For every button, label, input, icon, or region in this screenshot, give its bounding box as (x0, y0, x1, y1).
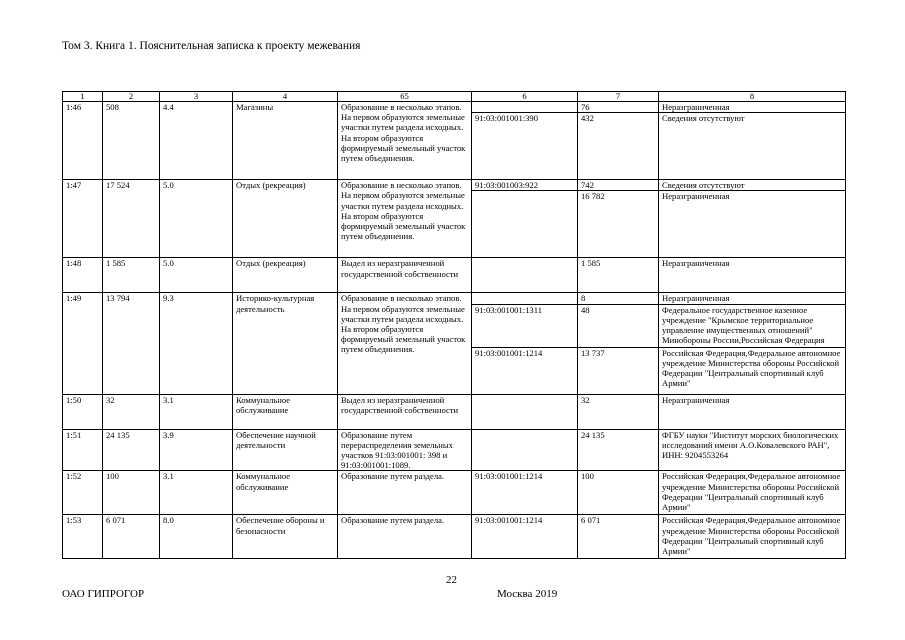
plot-id-cell: 1:48 (63, 258, 103, 293)
source-area-cell: 48 (578, 304, 659, 347)
cadastral-number-cell (472, 102, 578, 113)
table-row (63, 471, 846, 515)
land-use-code-cell: 8.0 (160, 515, 233, 559)
source-area-cell: 100 (578, 471, 659, 515)
source-area-cell: 742 (578, 180, 659, 191)
column-header: 3 (160, 92, 233, 102)
cadastral-number-cell (472, 394, 578, 429)
formation-method-cell: Выдел из неразграниченной государственной собственности (338, 394, 472, 429)
source-area-cell: 432 (578, 113, 659, 180)
plot-id-cell: 1:47 (63, 180, 103, 258)
cadastral-number-cell: 91:03:001001:1214 (472, 515, 578, 559)
table-row (63, 180, 846, 191)
owner-cell: ФГБУ науки "Институт морских биологических исследований имени А.О.Ковалевского РАН", ИНН: 9204553264 (659, 429, 846, 471)
column-header: 6 (472, 92, 578, 102)
land-use-cell: Обеспечение обороны и безопасности (233, 515, 338, 559)
column-header: 7 (578, 92, 659, 102)
owner-cell: Российская Федерация,Федеральное автономное учреждение Министерства обороны Российской Федерации "Центральный спортивный клуб Армии" (659, 515, 846, 559)
land-use-cell: Коммунальное обслуживание (233, 394, 338, 429)
source-area-cell: 32 (578, 394, 659, 429)
column-header: 1 (63, 92, 103, 102)
plot-area-cell: 508 (103, 102, 160, 180)
page-header: Том 3. Книга 1. Пояснительная записка к проекту межевания (62, 40, 361, 52)
land-use-code-cell: 3.9 (160, 429, 233, 471)
owner-cell: Неразграниченная (659, 258, 846, 293)
land-plot-table (62, 91, 846, 559)
plot-area-cell: 17 524 (103, 180, 160, 258)
table-row (63, 102, 846, 113)
land-use-cell: Магазины (233, 102, 338, 180)
owner-cell: Российская Федерация,Федеральное автономное учреждение Министерства обороны Российской Федерации "Центральный спортивный клуб Армии" (659, 471, 846, 515)
column-header: 8 (659, 92, 846, 102)
cadastral-number-cell: 91:03:001001:390 (472, 113, 578, 180)
land-use-cell: Отдых (рекреация) (233, 180, 338, 258)
column-numbers-row (63, 92, 846, 102)
cadastral-number-cell (472, 293, 578, 304)
formation-method-cell: Образование в несколько этапов. На первом образуются земельные участки путем раздела исходных. На втором образуются формируемый земельный участок путем объединения. (338, 293, 472, 394)
cadastral-number-cell (472, 429, 578, 471)
owner-cell: Неразграниченная (659, 293, 846, 304)
owner-cell: Российская Федерация,Федеральное автономное учреждение Министерства обороны Российской Федерации "Центральный спортивный клуб Армии" (659, 347, 846, 394)
formation-method-cell: Образование в несколько этапов. На первом образуются земельные участки путем раздела исходных. На втором образуются формируемый земельный участок путем объединения. (338, 102, 472, 180)
cadastral-number-cell: 91:03:001001:1214 (472, 347, 578, 394)
plot-id-cell: 1:51 (63, 429, 103, 471)
source-area-cell: 6 071 (578, 515, 659, 559)
plot-area-cell: 32 (103, 394, 160, 429)
cadastral-number-cell: 91:03:001001:1311 (472, 304, 578, 347)
land-use-code-cell: 9.3 (160, 293, 233, 394)
plot-area-cell: 100 (103, 471, 160, 515)
source-area-cell: 16 782 (578, 191, 659, 258)
owner-cell: Сведения отсутствуют (659, 113, 846, 180)
plot-area-cell: 13 794 (103, 293, 160, 394)
formation-method-cell: Образование путем перераспределения земельных участков 91:03:001001: 398 и 91:03:001001:1089. (338, 429, 472, 471)
plot-id-cell: 1:46 (63, 102, 103, 180)
source-area-cell: 13 737 (578, 347, 659, 394)
table-row (63, 429, 846, 471)
source-area-cell: 24 135 (578, 429, 659, 471)
plot-area-cell: 1 585 (103, 258, 160, 293)
plot-area-cell: 24 135 (103, 429, 160, 471)
column-header: 2 (103, 92, 160, 102)
land-use-code-cell: 5.0 (160, 258, 233, 293)
source-area-cell: 1 585 (578, 258, 659, 293)
formation-method-cell: Образование путем раздела. (338, 471, 472, 515)
land-use-cell: Историко-культурная деятельность (233, 293, 338, 394)
land-use-code-cell: 3.1 (160, 394, 233, 429)
table-row (63, 293, 846, 304)
owner-cell: Неразграниченная (659, 394, 846, 429)
column-header: 4 (233, 92, 338, 102)
cadastral-number-cell: 91:03:001003:922 (472, 180, 578, 191)
plot-id-cell: 1:49 (63, 293, 103, 394)
owner-cell: Сведения отсутствуют (659, 180, 846, 191)
plot-area-cell: 6 071 (103, 515, 160, 559)
plot-id-cell: 1:52 (63, 471, 103, 515)
owner-cell: Федеральное государственное казенное учреждение "Крымское территориальное управление имущественных отношений" Минобороны России,Российская Федерация (659, 304, 846, 347)
page-number: 22 (446, 574, 457, 586)
land-use-code-cell: 5.0 (160, 180, 233, 258)
owner-cell: Неразграниченная (659, 191, 846, 258)
land-use-cell: Коммунальное обслуживание (233, 471, 338, 515)
footer-organization: ОАО ГИПРОГОР (62, 588, 145, 600)
source-area-cell: 76 (578, 102, 659, 113)
table-row (63, 394, 846, 429)
column-header: 65 (338, 92, 472, 102)
cadastral-number-cell (472, 191, 578, 258)
formation-method-cell: Выдел из неразграниченной государственной собственности (338, 258, 472, 293)
formation-method-cell: Образование путем раздела. (338, 515, 472, 559)
cadastral-number-cell (472, 258, 578, 293)
land-use-cell: Отдых (рекреация) (233, 258, 338, 293)
land-use-code-cell: 3.1 (160, 471, 233, 515)
plot-id-cell: 1:50 (63, 394, 103, 429)
table-row (63, 258, 846, 293)
cadastral-number-cell: 91:03:001001:1214 (472, 471, 578, 515)
plot-id-cell: 1:53 (63, 515, 103, 559)
formation-method-cell: Образование в несколько этапов. На первом образуются земельные участки путем раздела исходных. На втором образуются формируемый земельный участок путем объединения. (338, 180, 472, 258)
source-area-cell: 8 (578, 293, 659, 304)
table-body (63, 102, 846, 559)
owner-cell: Неразграниченная (659, 102, 846, 113)
land-use-code-cell: 4.4 (160, 102, 233, 180)
land-use-cell: Обеспечение научной деятельности (233, 429, 338, 471)
table-row (63, 515, 846, 559)
footer-city-year: Москва 2019 (497, 588, 558, 600)
